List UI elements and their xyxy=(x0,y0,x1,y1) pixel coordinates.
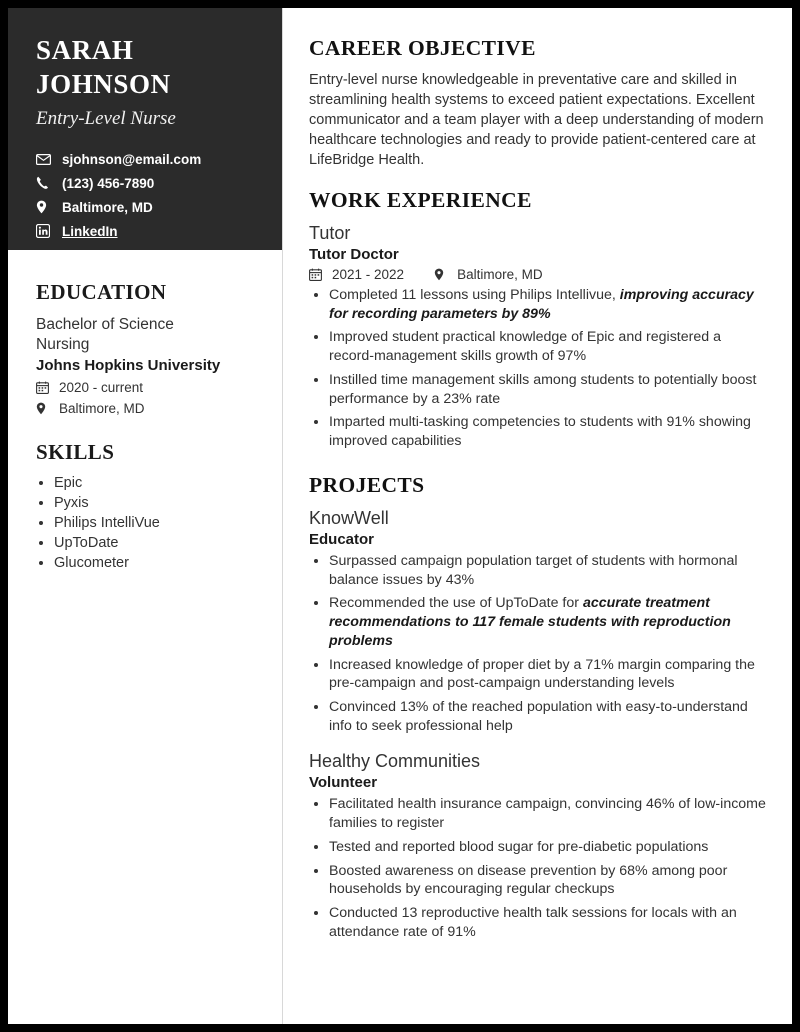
contact-phone[interactable] xyxy=(36,176,256,191)
list-item: • Philips IntelliVue xyxy=(54,515,256,531)
bullet-text: Instilled time management skills among students to potentially boost performance by a 23% rate xyxy=(329,371,757,407)
bullet-text: Facilitated health insurance campaign, convincing 46% of low-income families to register xyxy=(329,796,766,832)
list-item xyxy=(329,371,766,408)
education-heading: EDUCATION xyxy=(36,280,167,304)
list-item xyxy=(329,413,766,450)
bullet-text: Increased knowledge of proper diet by a 71% margin comparing the pre-campaign and post-campaign understanding levels xyxy=(329,656,755,692)
linkedin-icon xyxy=(36,224,56,238)
contact-location xyxy=(36,200,256,215)
bullet-text: Imparted multi-tasking competencies to students with 91% showing improved capabilities xyxy=(329,414,751,450)
candidate-first-name: SARAH xyxy=(36,35,134,65)
list-item xyxy=(329,552,766,589)
contact-location-text: Baltimore, MD xyxy=(62,199,153,215)
education-dates-row xyxy=(36,380,256,395)
list-item xyxy=(329,904,766,941)
objective-heading: CAREER OBJECTIVE xyxy=(309,36,536,60)
projects-heading: PROJECTS xyxy=(309,472,425,497)
work-entry-company: Tutor Doctor xyxy=(309,246,399,263)
contact-email[interactable] xyxy=(36,152,256,167)
project-entry-bullets xyxy=(309,795,766,941)
project-entry-title: Healthy Communities xyxy=(309,751,481,772)
list-item: • Pyxis xyxy=(54,495,256,511)
work-entry xyxy=(309,223,766,451)
contact-email-text: sjohnson@email.com xyxy=(62,151,202,167)
candidate-last-name: JOHNSON xyxy=(36,68,171,99)
bullet-emphasis: accurate treatment recommendations to 117 female students with reproduction problems xyxy=(329,595,731,649)
bullet-text: Tested and reported blood sugar for pre-diabetic populations xyxy=(329,838,709,855)
list-item xyxy=(329,328,766,365)
list-item: • UpToDate xyxy=(54,535,256,551)
list-item xyxy=(329,286,766,323)
skills-heading: SKILLS xyxy=(36,440,115,465)
list-item xyxy=(329,838,766,857)
contact-list xyxy=(36,152,256,239)
education-dates: 2020 - current xyxy=(59,380,144,396)
project-entry xyxy=(309,751,766,941)
map-pin-icon xyxy=(434,268,452,281)
project-entry-role: Educator xyxy=(309,530,375,548)
work-entry-dates: 2021 - 2022 xyxy=(332,267,405,282)
bullet-text: Completed 11 lessons using Philips Intellivue, xyxy=(329,287,620,303)
bullet-text: Recommended the use of UpToDate for xyxy=(329,595,583,612)
candidate-name xyxy=(36,34,256,102)
education-location: Baltimore, MD xyxy=(59,401,145,417)
education-school: Johns Hopkins University xyxy=(36,357,221,375)
objective-text: Entry-level nurse knowledgeable in preventative care and skilled in streamlining health systems to exceed patient expectations. Excellent communicator and a team player with a deep understanding of modern healthcare technologies and ready to provide patient-centered care at LifeBridge Health. xyxy=(309,72,764,168)
project-entry xyxy=(309,508,766,736)
candidate-role: Entry-Level Nurse xyxy=(36,107,176,129)
main-content xyxy=(283,8,792,1024)
list-item: • Glucometer xyxy=(54,555,256,571)
list-item xyxy=(329,656,766,693)
education-location-row xyxy=(36,401,256,416)
project-entry-title: KnowWell xyxy=(309,507,389,528)
contact-phone-text: (123) 456-7890 xyxy=(62,175,155,191)
envelope-icon xyxy=(36,154,56,165)
calendar-icon xyxy=(36,381,54,394)
work-entry-location: Baltimore, MD xyxy=(457,267,543,282)
sidebar-body xyxy=(8,250,282,571)
work-entry-title: Tutor xyxy=(309,223,351,243)
project-entry-role: Volunteer xyxy=(309,774,378,792)
skills-list xyxy=(36,475,256,571)
map-pin-icon xyxy=(36,200,56,214)
project-entry-bullets xyxy=(309,552,766,736)
work-entry-meta xyxy=(309,267,766,282)
map-pin-icon xyxy=(36,402,54,415)
work-heading: WORK EXPERIENCE xyxy=(309,188,532,212)
sidebar-header xyxy=(8,8,282,250)
contact-linkedin-text[interactable]: LinkedIn xyxy=(62,223,118,239)
bullet-emphasis: improving accuracy for recording parameters by 89% xyxy=(329,287,754,322)
bullet-text: Surpassed campaign population target of students with hormonal balance issues by 43% xyxy=(329,552,738,588)
list-item xyxy=(329,594,766,650)
bullet-text: Boosted awareness on disease prevention by 68% among poor households by encouraging regular checkups xyxy=(329,862,728,898)
list-item xyxy=(329,862,766,899)
bullet-text: Convinced 13% of the reached population with easy-to-understand info to seek professional help xyxy=(329,699,748,734)
education-degree: Bachelor of Science xyxy=(36,316,174,333)
education-field: Nursing xyxy=(36,336,90,354)
phone-icon xyxy=(36,176,56,190)
list-item: • Epic xyxy=(54,475,256,491)
contact-linkedin[interactable] xyxy=(36,224,256,239)
work-entry-bullets xyxy=(309,286,766,451)
calendar-icon xyxy=(309,268,327,281)
bullet-text: Improved student practical knowledge of Epic and registered a record-management skills growth of 97% xyxy=(329,329,721,365)
bullet-text: Conducted 13 reproductive health talk sessions for locals with an attendance rate of 91% xyxy=(329,905,737,940)
sidebar xyxy=(8,8,282,1024)
resume-page xyxy=(8,8,792,1024)
list-item xyxy=(329,698,766,735)
list-item xyxy=(329,795,766,832)
